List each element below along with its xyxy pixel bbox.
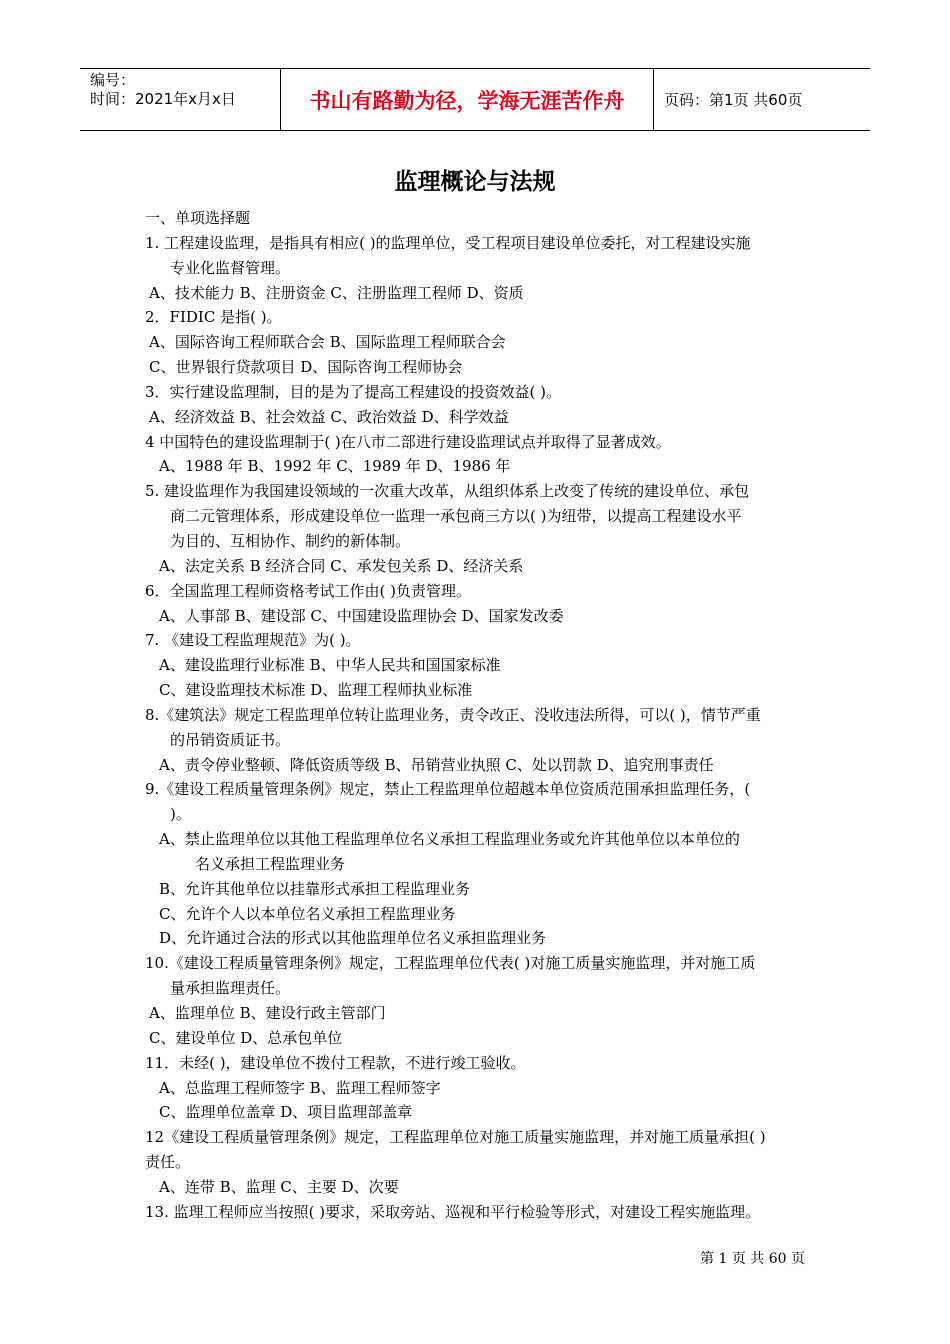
text-line: A、国际咨询工程师联合会 B、国际监理工程师联合会	[149, 333, 506, 352]
text-line: C、允许个人以本单位名义承担工程监理业务	[159, 904, 456, 923]
header-table	[80, 68, 870, 131]
text-line: 13. 监理工程师应当按照( )要求，采取旁站、巡视和平行检验等形式，对建设工程实施监理。	[145, 1202, 761, 1221]
text-line: 的吊销资质证书。	[170, 730, 291, 749]
text-line: A、总监理工程师签字 B、监理工程师签字	[159, 1078, 441, 1097]
text-line: B、允许其他单位以挂靠形式承担工程监理业务	[159, 879, 471, 898]
text-line: C、建设监理技术标准 D、监理工程师执业标准	[159, 681, 473, 700]
time-label: 时间：2021年x月x日	[90, 90, 236, 108]
text-line: 4 中国特色的建设监理制于( )在八市二部进行建设监理试点并取得了显著成效。	[145, 432, 671, 451]
text-line: C、监理单位盖章 D、项目监理部盖章	[159, 1103, 413, 1122]
text-line: A、1988 年 B、1992 年 C、1989 年 D、1986 年	[159, 457, 511, 476]
text-line: 8.《建筑法》规定工程监理单位转让监理业务，责令改正、没收违法所得，可以( )，情节严重	[145, 705, 761, 724]
text-line: A、连带 B、监理 C、主要 D、次要	[159, 1177, 399, 1196]
page-footer: 第 1 页 共 60 页	[700, 1251, 805, 1267]
text-line: A、法定关系 B 经济合同 C、承发包关系 D、经济关系	[159, 556, 524, 575]
text-line: A、责令停业整顿、降低资质等级 B、吊销营业执照 C、处以罚款 D、追究刑事责任	[159, 755, 714, 774]
motto: 书山有路勤为径，学海无涯苦作舟	[281, 69, 654, 130]
text-line: C、建设单位 D、总承包单位	[149, 1028, 343, 1047]
text-line: 12《建设工程质量管理条例》规定，工程监理单位对施工质量实施监理，并对施工质量承担( )	[145, 1128, 766, 1147]
document-title: 监理概论与法规	[394, 169, 556, 195]
text-line: 量承担监理责任。	[170, 979, 291, 998]
text-line: )。	[170, 805, 191, 824]
text-line: C、世界银行贷款项目 D、国际咨询工程师协会	[149, 358, 463, 377]
text-line: 11．未经( )，建设单位不拨付工程款，不进行竣工验收。	[145, 1053, 526, 1072]
text-line: A、经济效益 B、社会效益 C、政治效益 D、科学效益	[149, 407, 509, 426]
text-line: 3．实行建设监理制，目的是为了提高工程建设的投资效益( )。	[145, 382, 562, 401]
text-line: 责任。	[145, 1153, 191, 1172]
text-line: D、允许通过合法的形式以其他监理单位名义承担监理业务	[159, 929, 547, 948]
text-line: 为目的、互相协作、制约的新体制。	[170, 531, 411, 550]
text-line: A、禁止监理单位以其他工程监理单位名义承担工程监理业务或允许其他单位以本单位的	[159, 830, 740, 849]
text-line: 名义承担工程监理业务	[195, 854, 346, 873]
text-line: 专业化监督管理。	[170, 258, 291, 277]
text-line: 1. 工程建设监理，是指具有相应( )的监理单位，受工程项目建设单位委托，对工程建设实施	[145, 233, 751, 252]
text-line: A、技术能力 B、注册资金 C、注册监理工程师 D、资质	[149, 283, 524, 302]
text-line: 2．FIDIC 是指( )。	[145, 308, 282, 327]
text-line: A、人事部 B、建设部 C、中国建设监理协会 D、国家发改委	[159, 606, 564, 625]
number-label: 编号：	[90, 71, 136, 89]
text-line: 9.《建设工程质量管理条例》规定，禁止工程监理单位超越本单位资质范围承担监理任务，(	[145, 780, 751, 799]
text-line: 5. 建设监理作为我国建设领域的一次重大改革，从组织体系上改变了传统的建设单位、承包	[145, 482, 750, 501]
text-line: A、建设监理行业标准 B、中华人民共和国国家标准	[159, 656, 501, 675]
document-body	[145, 206, 810, 1225]
text-line: A、监理单位 B、建设行政主管部门	[149, 1004, 386, 1022]
text-line: 一、单项选择题	[145, 209, 251, 227]
page-info: 页码：第1页 共60页	[664, 91, 803, 109]
header-info-cell	[80, 69, 281, 130]
text-line: 商二元管理体系，形成建设单位一监理一承包商三方以( )为纽带，以提高工程建设水平	[170, 507, 742, 526]
text-line: 7. 《建设工程监理规范》为( )。	[145, 631, 361, 650]
text-line: 6．全国监理工程师资格考试工作由( )负责管理。	[145, 581, 472, 600]
text-line: 10.《建设工程质量管理条例》规定，工程监理单位代表( )对施工质量实施监理，并对施工质	[145, 954, 756, 973]
